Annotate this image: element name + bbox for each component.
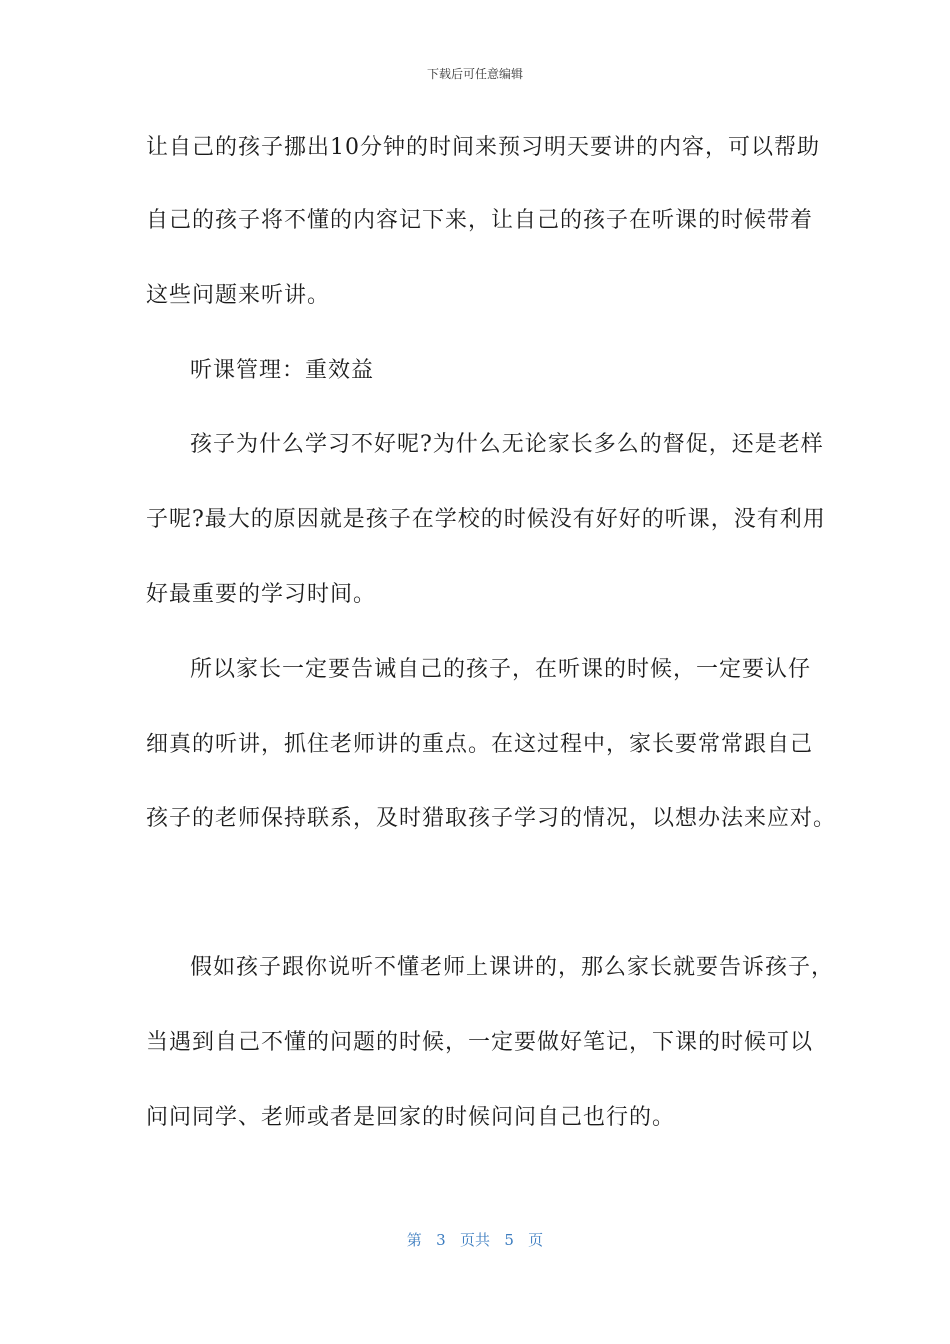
section-heading: 听课管理：重效益 [190, 358, 375, 383]
footer-prefix: 第 [406, 1231, 422, 1249]
body-line-7: 好最重要的学习时间。 [146, 582, 377, 607]
body-line-11: 假如孩子跟你说听不懂老师上课讲的，那么家长就要告诉孩子， [190, 955, 835, 980]
body-line-2: 自己的孩子将不懂的内容记下来，让自己的孩子在听课的时候带着 [146, 208, 814, 233]
footer-middle: 页共 [459, 1231, 490, 1249]
body-line-10: 孩子的老师保持联系，及时猎取孩子学习的情况，以想办法来应对。 [146, 806, 837, 831]
body-line-1: 让自己的孩子挪出10分钟的时间来预习明天要讲的内容，可以帮助 [146, 135, 820, 160]
body-line-13: 问问同学、老师或者是回家的时候问问自己也行的。 [146, 1105, 676, 1130]
page-header: 下载后可任意编辑 [426, 67, 523, 81]
footer-suffix: 页 [528, 1231, 544, 1249]
body-line-6: 子呢?最大的原因就是孩子在学校的时候没有好好的听课，没有利用 [146, 507, 826, 532]
body-line-5: 孩子为什么学习不好呢?为什么无论家长多么的督促，还是老样 [190, 432, 824, 457]
page-footer [0, 1230, 950, 1250]
body-line-8: 所以家长一定要告诫自己的孩子，在听课的时候，一定要认仔 [190, 657, 812, 682]
current-page-number: 3 [436, 1231, 446, 1249]
body-line-3: 这些问题来听讲。 [146, 283, 331, 308]
body-line-12: 当遇到自己不懂的问题的时候，一定要做好笔记，下课的时候可以 [146, 1030, 814, 1055]
body-line-9: 细真的听讲，抓住老师讲的重点。在这过程中，家长要常常跟自己 [146, 732, 814, 757]
total-page-number: 5 [504, 1231, 514, 1249]
